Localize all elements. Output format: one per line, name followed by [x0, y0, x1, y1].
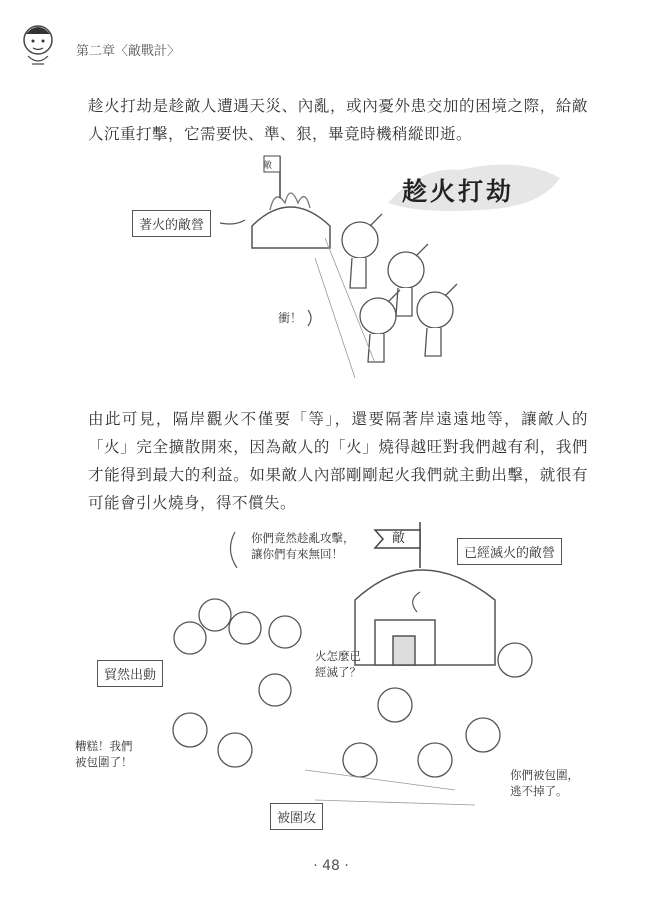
burning-camp-label: 著火的敵營 [132, 210, 211, 237]
trouble-speech-bubble [75, 738, 133, 770]
taunt-speech-bubble [510, 767, 579, 799]
enemy-speech-line-2: 讓你們有來無回！ [251, 547, 343, 561]
reckless-charge-label: 貿然出動 [97, 660, 163, 687]
charging-soldiers-icon [173, 599, 301, 767]
illustration-counterattack [75, 520, 615, 840]
enemy-flag-label: 敵 [392, 531, 406, 546]
charge-shout: 衝！ [278, 311, 303, 325]
extinguished-camp-label: 已經滅火的敵營 [457, 538, 562, 565]
fire-question-bubble [315, 648, 361, 680]
taunt-speech-line-2: 逃不掉了。 [510, 784, 568, 798]
trouble-speech-line-2: 被包圍了！ [75, 755, 133, 769]
paragraph-1: 趁火打劫是趁敵人遭遇天災、內亂，或內憂外患交加的困境之際，給敵人沉重打擊，它需要快、準、狠，畢竟時機稍縱即逝。 [88, 97, 588, 143]
enemy-speech-line-1: 你們竟然趁亂攻擊， [251, 531, 355, 545]
surrounded-label: 被圍攻 [270, 803, 323, 830]
fire-flag-label: 敵 [263, 161, 273, 171]
author-avatar-icon [18, 22, 58, 72]
enemy-speech-bubble [251, 530, 355, 562]
paragraph-2: 由此可見，隔岸觀火不僅要「等」，還要隔著岸遠遠地等，讓敵人的「火」完全擴散開來，因為敵人的「火」燒得越旺對我們越有利，我們才能得到最大的利益。如果敵人內部剛剛起火我們就主動出擊，就很有可能會引火燒身，得不償失。 [88, 410, 588, 512]
page-header [18, 22, 318, 72]
trouble-speech-line-1: 糟糕！我們 [75, 739, 133, 753]
taunt-speech-line-1: 你們被包圍， [510, 768, 579, 782]
fire-question-line-2: 經滅了？ [315, 665, 361, 679]
attacking-soldiers-icon [315, 214, 457, 378]
chapter-title: 第二章〈敵戰計〉 [76, 44, 181, 59]
page-number: · 48 · [313, 858, 349, 874]
fire-question-line-1: 火怎麼已 [315, 649, 361, 663]
illustration-fire-raid [120, 148, 560, 388]
illustration-title: 趁火打劫 [402, 177, 515, 206]
